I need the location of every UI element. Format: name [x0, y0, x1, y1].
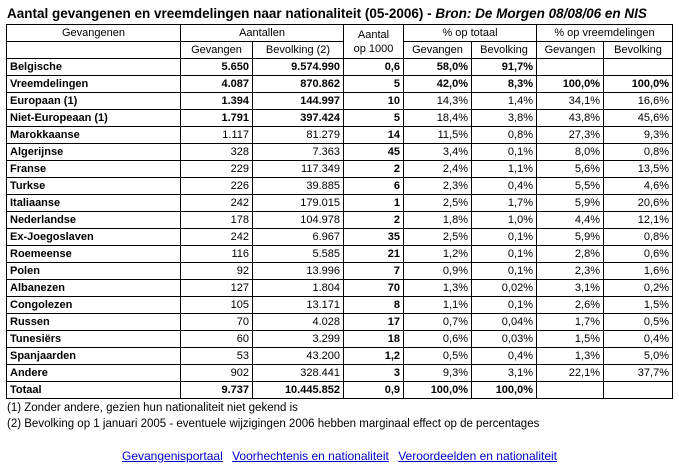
- table-cell: 1,1%: [404, 297, 472, 314]
- table-cell: 1,7%: [537, 314, 604, 331]
- row-group: [7, 93, 673, 110]
- table-cell: 81.279: [253, 127, 344, 144]
- table-cell: 18: [344, 331, 404, 348]
- table-cell: 39.885: [253, 178, 344, 195]
- table-cell: 42,0%: [404, 76, 472, 93]
- row-label: Marokkaanse: [7, 127, 181, 144]
- table-cell: 0,4%: [604, 331, 673, 348]
- table-cell: 91,7%: [472, 59, 537, 76]
- table-cell: 105: [181, 297, 253, 314]
- row-label: Nederlandse: [7, 212, 181, 229]
- table-cell: 0,4%: [472, 348, 537, 365]
- row-label: Congolezen: [7, 297, 181, 314]
- table-cell: 7.363: [253, 144, 344, 161]
- table-cell: 4,6%: [604, 178, 673, 195]
- table-cell: 17: [344, 314, 404, 331]
- table-cell: 9,3%: [604, 127, 673, 144]
- table-cell: 3: [344, 365, 404, 382]
- table-cell: 1,2: [344, 348, 404, 365]
- table-cell: 0,2%: [604, 280, 673, 297]
- header-gevangen: Gevangen: [181, 42, 253, 59]
- table-cell: 70: [344, 280, 404, 297]
- table-cell: 0,1%: [472, 297, 537, 314]
- table-cell: 179.015: [253, 195, 344, 212]
- table-cell: 43.200: [253, 348, 344, 365]
- table-cell: 8: [344, 297, 404, 314]
- table-cell: 2: [344, 161, 404, 178]
- table-cell: 14,3%: [404, 93, 472, 110]
- table-cell: 13,5%: [604, 161, 673, 178]
- table-cell: 127: [181, 280, 253, 297]
- table-cell: 0,8%: [604, 229, 673, 246]
- table-cell: 100,0%: [537, 76, 604, 93]
- footer-links: [0, 449, 679, 463]
- statistics-table: [6, 24, 673, 399]
- footnote-1: (1) Zonder andere, gezien hun nationaliteit niet gekend is: [7, 402, 298, 414]
- table-cell: 226: [181, 178, 253, 195]
- table-cell: 5,0%: [604, 348, 673, 365]
- table-cell: 2,6%: [537, 297, 604, 314]
- page-title: [7, 6, 647, 21]
- row-label: Italiaanse: [7, 195, 181, 212]
- row-label: Russen: [7, 314, 181, 331]
- table-cell: 5,9%: [537, 195, 604, 212]
- table-cell: 2,3%: [404, 178, 472, 195]
- table-cell: 328: [181, 144, 253, 161]
- row-label: Algerijnse: [7, 144, 181, 161]
- header-empty: [7, 42, 181, 59]
- table-cell: 60: [181, 331, 253, 348]
- table-cell: 0,1%: [472, 246, 537, 263]
- table-cell: 7: [344, 263, 404, 280]
- table-cell: 3.299: [253, 331, 344, 348]
- table-cell: 10: [344, 93, 404, 110]
- table-cell: 1.394: [181, 93, 253, 110]
- table-cell: 2: [344, 212, 404, 229]
- table-cell: 2,5%: [404, 229, 472, 246]
- table-cell: 5,6%: [537, 161, 604, 178]
- table-row: [7, 314, 673, 331]
- row-label: Belgische: [7, 59, 181, 76]
- table-row: [7, 348, 673, 365]
- row-label: Vreemdelingen: [7, 76, 181, 93]
- table-cell: 45,6%: [604, 110, 673, 127]
- table-cell: [604, 382, 673, 399]
- table-cell: 0,04%: [472, 314, 537, 331]
- table-body: [7, 59, 673, 399]
- table-cell: 1.804: [253, 280, 344, 297]
- table-cell: 1,4%: [472, 93, 537, 110]
- row-label: Niet-Europeaan (1): [7, 110, 181, 127]
- table-cell: 92: [181, 263, 253, 280]
- table-row: [7, 229, 673, 246]
- row-label: Spanjaarden: [7, 348, 181, 365]
- table-cell: 20,6%: [604, 195, 673, 212]
- table-row: [7, 280, 673, 297]
- header-row-2: [7, 42, 673, 59]
- table-cell: 0,8%: [604, 144, 673, 161]
- header-aantallen: Aantallen: [181, 25, 344, 42]
- table-cell: 0,1%: [472, 144, 537, 161]
- table-cell: 2,5%: [404, 195, 472, 212]
- row-belgische: [7, 59, 673, 76]
- link-veroordeelden[interactable]: Veroordeelden en nationaliteit: [398, 449, 557, 463]
- table-cell: 104.978: [253, 212, 344, 229]
- table-cell: 229: [181, 161, 253, 178]
- row-label: Turkse: [7, 178, 181, 195]
- table-cell: 242: [181, 229, 253, 246]
- header-gevangen-vreemd: Gevangen: [537, 42, 604, 59]
- table-row: [7, 212, 673, 229]
- table-cell: 34,1%: [537, 93, 604, 110]
- table-cell: 0,9: [344, 382, 404, 399]
- table-cell: 12,1%: [604, 212, 673, 229]
- table-cell: [537, 382, 604, 399]
- row-label: Tunesiërs: [7, 331, 181, 348]
- table-cell: 1.791: [181, 110, 253, 127]
- table-cell: 0,5%: [404, 348, 472, 365]
- table-cell: 5.650: [181, 59, 253, 76]
- table-cell: 6.967: [253, 229, 344, 246]
- header-bevolking-totaal: Bevolking: [472, 42, 537, 59]
- table-cell: 1.117: [181, 127, 253, 144]
- row-group: [7, 110, 673, 127]
- table-cell: 1,8%: [404, 212, 472, 229]
- table-row: [7, 297, 673, 314]
- table-cell: 4.028: [253, 314, 344, 331]
- table-cell: 22,1%: [537, 365, 604, 382]
- table-cell: 0,5%: [604, 314, 673, 331]
- table-cell: 3,1%: [472, 365, 537, 382]
- table-cell: 27,3%: [537, 127, 604, 144]
- row-label: Ex-Joegoslaven: [7, 229, 181, 246]
- table-cell: 13.171: [253, 297, 344, 314]
- table-cell: 0,6%: [404, 331, 472, 348]
- table-cell: 58,0%: [404, 59, 472, 76]
- table-cell: 2,4%: [404, 161, 472, 178]
- table-cell: 0,1%: [472, 229, 537, 246]
- header-row-1: [7, 25, 673, 42]
- row-totaal: [7, 382, 673, 399]
- table-cell: 0,02%: [472, 280, 537, 297]
- table-cell: 2,8%: [537, 246, 604, 263]
- table-cell: 21: [344, 246, 404, 263]
- table-cell: 4.087: [181, 76, 253, 93]
- table-cell: 3,1%: [537, 280, 604, 297]
- table-cell: 1,7%: [472, 195, 537, 212]
- row-andere: [7, 365, 673, 382]
- header-pct-vreemdelingen: % op vreemdelingen: [537, 25, 673, 42]
- table-cell: 100,0%: [604, 76, 673, 93]
- table-row: [7, 331, 673, 348]
- header-bevolking-vreemd: Bevolking: [604, 42, 673, 59]
- table-cell: 870.862: [253, 76, 344, 93]
- table-cell: 18,4%: [404, 110, 472, 127]
- table-cell: 10.445.852: [253, 382, 344, 399]
- table-cell: 3,8%: [472, 110, 537, 127]
- table-cell: 9.574.990: [253, 59, 344, 76]
- header-bevolking2: Bevolking (2): [253, 42, 344, 59]
- table-cell: 43,8%: [537, 110, 604, 127]
- table-cell: 0,4%: [472, 178, 537, 195]
- table-cell: 328.441: [253, 365, 344, 382]
- table-cell: 4,4%: [537, 212, 604, 229]
- table-row: [7, 161, 673, 178]
- row-label: Andere: [7, 365, 181, 382]
- table-cell: 5: [344, 76, 404, 93]
- table-cell: [604, 59, 673, 76]
- table-cell: 1,5%: [604, 297, 673, 314]
- header-pct-totaal: % op totaal: [404, 25, 537, 42]
- table-row: [7, 178, 673, 195]
- table-cell: 1,2%: [404, 246, 472, 263]
- table-cell: 144.997: [253, 93, 344, 110]
- table-cell: 0,7%: [404, 314, 472, 331]
- table-cell: 53: [181, 348, 253, 365]
- table-cell: 0,1%: [472, 263, 537, 280]
- header-gevangenen: Gevangenen: [7, 25, 181, 42]
- table-cell: [537, 59, 604, 76]
- table-cell: 9.737: [181, 382, 253, 399]
- table-cell: 70: [181, 314, 253, 331]
- table-row: [7, 195, 673, 212]
- table-cell: 35: [344, 229, 404, 246]
- table-cell: 5,9%: [537, 229, 604, 246]
- table-cell: 902: [181, 365, 253, 382]
- table-cell: 178: [181, 212, 253, 229]
- title-main: Aantal gevangenen en vreemdelingen naar nationaliteit (05-2006) -: [7, 6, 436, 21]
- row-vreemdelingen: [7, 76, 673, 93]
- row-label: Polen: [7, 263, 181, 280]
- table-cell: 13.996: [253, 263, 344, 280]
- table-cell: 0,6: [344, 59, 404, 76]
- table-cell: 8,0%: [537, 144, 604, 161]
- table-cell: 5: [344, 110, 404, 127]
- row-label: Albanezen: [7, 280, 181, 297]
- table-cell: 3,4%: [404, 144, 472, 161]
- table-cell: 2,3%: [537, 263, 604, 280]
- row-label: Roemeense: [7, 246, 181, 263]
- table-cell: 397.424: [253, 110, 344, 127]
- header-aantal-op-1000: Aantal op 1000: [344, 25, 404, 59]
- table-cell: 0,6%: [604, 246, 673, 263]
- table-cell: 11,5%: [404, 127, 472, 144]
- row-label: Europaan (1): [7, 93, 181, 110]
- row-label: Totaal: [7, 382, 181, 399]
- table-cell: 1,5%: [537, 331, 604, 348]
- table-cell: 1,1%: [472, 161, 537, 178]
- table-row: [7, 144, 673, 161]
- table-cell: 1,0%: [472, 212, 537, 229]
- table-row: [7, 263, 673, 280]
- table-cell: 37,7%: [604, 365, 673, 382]
- table-cell: 0,9%: [404, 263, 472, 280]
- table-cell: 8,3%: [472, 76, 537, 93]
- title-source: Bron: De Morgen 08/08/06 en NIS: [435, 6, 647, 21]
- footnote-2: (2) Bevolking op 1 januari 2005 - eventuele wijzigingen 2006 hebben marginaal effect op de percentages: [7, 418, 540, 430]
- table-cell: 0,8%: [472, 127, 537, 144]
- table-cell: 6: [344, 178, 404, 195]
- table-cell: 1,3%: [537, 348, 604, 365]
- table-cell: 0,03%: [472, 331, 537, 348]
- table-cell: 100,0%: [404, 382, 472, 399]
- table-cell: 117.349: [253, 161, 344, 178]
- table-cell: 242: [181, 195, 253, 212]
- table-cell: 14: [344, 127, 404, 144]
- table-cell: 116: [181, 246, 253, 263]
- table-cell: 5.585: [253, 246, 344, 263]
- link-gevangenisportaal[interactable]: Gevangenisportaal: [122, 449, 223, 463]
- table-cell: 9,3%: [404, 365, 472, 382]
- table-cell: 16,6%: [604, 93, 673, 110]
- table-row: [7, 246, 673, 263]
- row-label: Franse: [7, 161, 181, 178]
- table-cell: 1,6%: [604, 263, 673, 280]
- table-cell: 5,5%: [537, 178, 604, 195]
- table-cell: 1: [344, 195, 404, 212]
- table-row: [7, 127, 673, 144]
- link-voorhechtenis[interactable]: Voorhechtenis en nationaliteit: [232, 449, 389, 463]
- table-cell: 1,3%: [404, 280, 472, 297]
- table-cell: 45: [344, 144, 404, 161]
- table-cell: 100,0%: [472, 382, 537, 399]
- header-gevangen-totaal: Gevangen: [404, 42, 472, 59]
